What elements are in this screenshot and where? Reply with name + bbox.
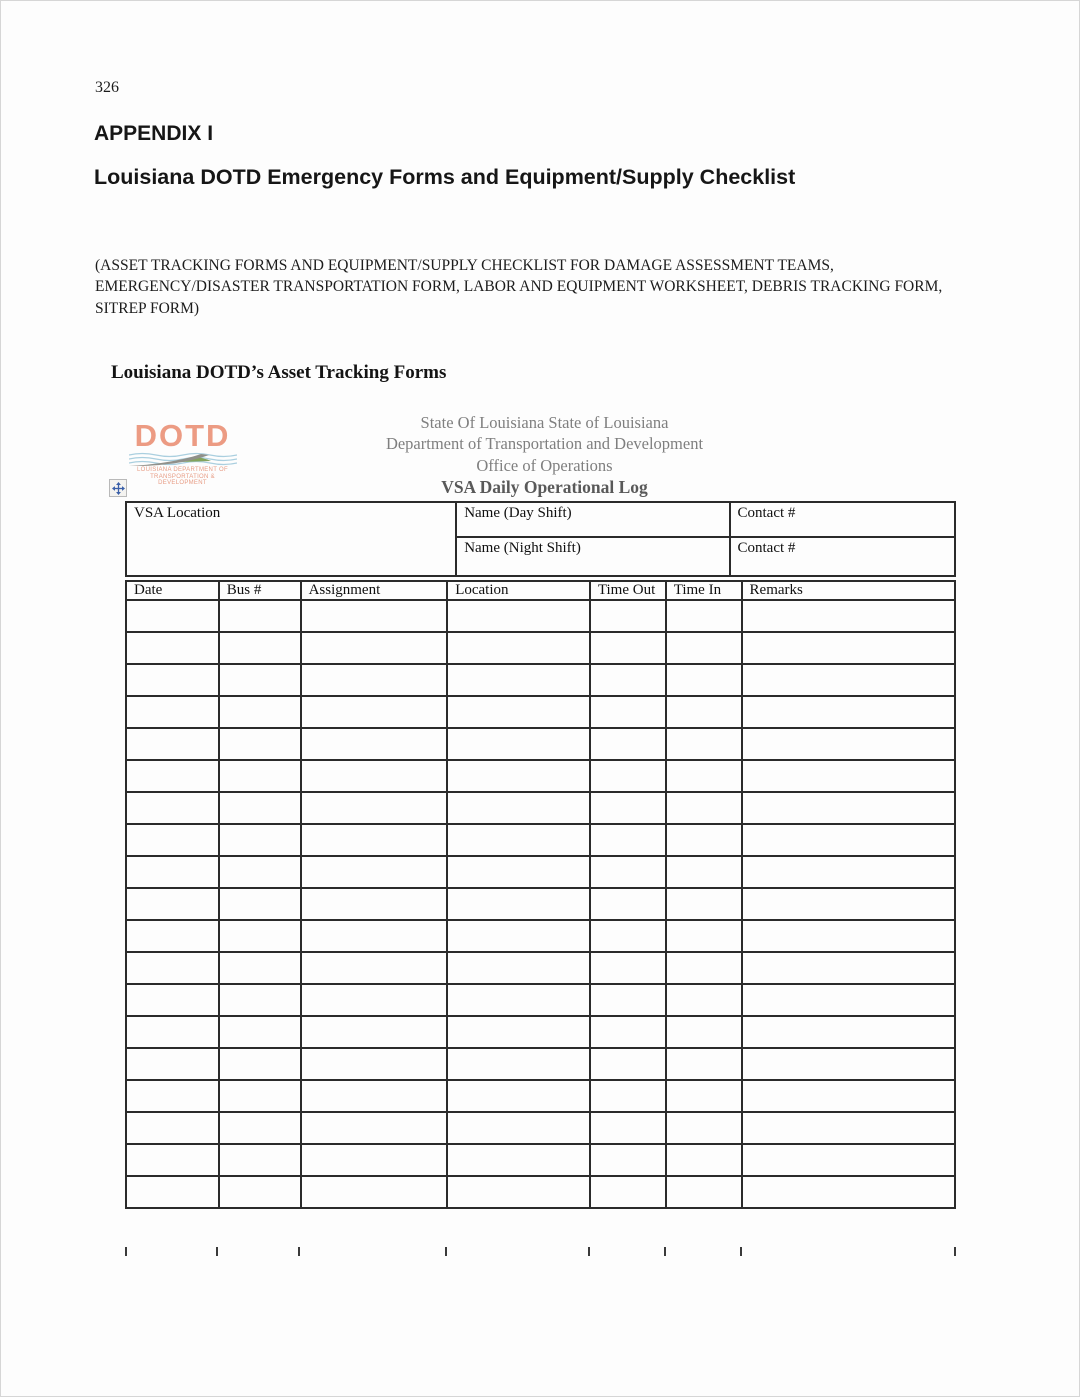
log-empty-cell [666, 760, 742, 792]
name-night-cell [456, 537, 729, 576]
log-empty-cell [219, 1112, 301, 1144]
log-empty-cell [301, 1080, 448, 1112]
letterhead-line-1: State Of Louisiana State of Louisiana [420, 413, 669, 432]
log-empty-row [126, 824, 955, 856]
log-empty-cell [590, 1176, 666, 1208]
log-empty-cell [301, 1176, 448, 1208]
column-line-stub [740, 1247, 742, 1256]
log-empty-row [126, 1016, 955, 1048]
log-empty-cell [126, 1048, 219, 1080]
log-empty-row [126, 792, 955, 824]
column-line-stub [125, 1247, 127, 1256]
form-info-table [125, 501, 956, 577]
contact-day-cell [730, 502, 956, 537]
log-empty-cell [447, 696, 590, 728]
log-empty-cell [666, 920, 742, 952]
log-empty-cell [742, 632, 955, 664]
log-empty-cell [666, 696, 742, 728]
log-empty-cell [219, 760, 301, 792]
log-empty-cell [126, 792, 219, 824]
log-empty-cell [590, 760, 666, 792]
intro-paragraph: (ASSET TRACKING FORMS AND EQUIPMENT/SUPPLY CHECKLIST FOR DAMAGE ASSESSMENT TEAMS, EMERGENCY/DISASTER TRANSPORTATION FORM, LABOR AND EQUIPMENT WORKSHEET, DEBRIS TRACKING FORM, SITREP FORM) [95, 257, 943, 317]
log-empty-cell [126, 600, 219, 632]
page-number: 326 [95, 79, 119, 96]
log-empty-cell [301, 1048, 448, 1080]
log-empty-row [126, 952, 955, 984]
info-row-day [126, 502, 955, 537]
log-empty-cell [742, 792, 955, 824]
log-empty-cell [666, 792, 742, 824]
column-header-time-in: Time In [666, 581, 742, 600]
log-empty-cell [126, 856, 219, 888]
log-empty-cell [301, 888, 448, 920]
log-empty-cell [219, 920, 301, 952]
log-empty-cell [590, 664, 666, 696]
log-empty-cell [742, 696, 955, 728]
log-empty-cell [219, 888, 301, 920]
log-empty-cell [447, 888, 590, 920]
log-empty-cell [742, 920, 955, 952]
name-day-cell [456, 502, 729, 537]
log-empty-cell [126, 760, 219, 792]
log-empty-row [126, 984, 955, 1016]
log-empty-cell [126, 632, 219, 664]
log-empty-cell [666, 1112, 742, 1144]
column-header-date: Date [126, 581, 219, 600]
column-header-assignment: Assignment [301, 581, 448, 600]
table-move-handle[interactable] [109, 479, 127, 497]
column-header-time-out: Time Out [590, 581, 666, 600]
log-empty-cell [666, 888, 742, 920]
log-empty-row [126, 664, 955, 696]
form-title: VSA Daily Operational Log [441, 477, 648, 498]
log-empty-cell [219, 696, 301, 728]
log-empty-cell [447, 1112, 590, 1144]
log-empty-cell [590, 984, 666, 1016]
log-empty-cell [666, 952, 742, 984]
log-empty-cell [447, 1176, 590, 1208]
log-empty-cell [590, 728, 666, 760]
log-empty-cell [742, 1016, 955, 1048]
log-empty-row [126, 728, 955, 760]
log-empty-cell [219, 1016, 301, 1048]
log-empty-cell [447, 760, 590, 792]
log-empty-row [126, 632, 955, 664]
log-empty-row [126, 856, 955, 888]
log-empty-cell [219, 600, 301, 632]
log-empty-cell [126, 920, 219, 952]
log-empty-cell [219, 1048, 301, 1080]
log-empty-cell [301, 696, 448, 728]
log-empty-cell [447, 792, 590, 824]
log-empty-cell [590, 792, 666, 824]
log-empty-row [126, 1176, 955, 1208]
log-empty-cell [126, 1080, 219, 1112]
log-empty-cell [219, 824, 301, 856]
log-empty-cell [126, 952, 219, 984]
log-empty-cell [590, 1080, 666, 1112]
dotd-logo-wordmark: DOTD [134, 418, 231, 453]
column-line-stub [588, 1247, 590, 1256]
log-empty-cell [219, 792, 301, 824]
log-empty-cell [742, 856, 955, 888]
document-title: Louisiana DOTD Emergency Forms and Equipment/Supply Checklist [94, 165, 796, 189]
log-empty-cell [590, 952, 666, 984]
log-empty-cell [301, 632, 448, 664]
log-empty-cell [126, 1176, 219, 1208]
log-empty-cell [301, 600, 448, 632]
log-empty-cell [301, 728, 448, 760]
log-empty-cell [666, 984, 742, 1016]
log-empty-cell [219, 1080, 301, 1112]
log-empty-cell [666, 1080, 742, 1112]
log-empty-cell [447, 1048, 590, 1080]
log-empty-cell [301, 792, 448, 824]
log-empty-row [126, 600, 955, 632]
log-empty-cell [590, 920, 666, 952]
log-empty-cell [590, 1144, 666, 1176]
column-line-stub [954, 1247, 956, 1256]
log-empty-row [126, 760, 955, 792]
log-empty-cell [447, 600, 590, 632]
log-empty-cell [590, 856, 666, 888]
column-line-stub [664, 1247, 666, 1256]
log-empty-cell [590, 888, 666, 920]
log-empty-cell [666, 664, 742, 696]
log-empty-cell [219, 632, 301, 664]
log-empty-cell [447, 856, 590, 888]
log-empty-cell [126, 984, 219, 1016]
log-empty-cell [666, 1016, 742, 1048]
log-empty-cell [126, 888, 219, 920]
log-empty-row [126, 696, 955, 728]
log-empty-cell [301, 664, 448, 696]
appendix-heading: APPENDIX I [94, 122, 214, 145]
log-empty-cell [219, 728, 301, 760]
log-empty-cell [447, 952, 590, 984]
log-empty-cell [666, 600, 742, 632]
contact-day-label: Contact # [737, 505, 796, 521]
move-cross-icon [112, 482, 125, 495]
log-empty-cell [666, 856, 742, 888]
log-empty-row [126, 1048, 955, 1080]
log-empty-row [126, 920, 955, 952]
name-day-label: Name (Day Shift) [464, 505, 572, 521]
log-empty-cell [742, 952, 955, 984]
log-empty-cell [447, 984, 590, 1016]
log-empty-cell [219, 984, 301, 1016]
log-empty-cell [447, 728, 590, 760]
log-empty-cell [126, 1112, 219, 1144]
log-empty-cell [742, 1112, 955, 1144]
letterhead-line-3: Office of Operations [476, 455, 613, 475]
log-empty-cell [126, 696, 219, 728]
log-empty-cell [126, 728, 219, 760]
log-empty-cell [590, 1048, 666, 1080]
contact-night-cell [730, 537, 956, 576]
log-empty-cell [742, 984, 955, 1016]
log-empty-cell [742, 1048, 955, 1080]
log-empty-cell [219, 1144, 301, 1176]
log-empty-cell [590, 696, 666, 728]
log-empty-cell [447, 824, 590, 856]
log-empty-cell [301, 856, 448, 888]
log-empty-cell [742, 1176, 955, 1208]
log-empty-cell [666, 1048, 742, 1080]
log-empty-cell [666, 824, 742, 856]
log-empty-cell [742, 824, 955, 856]
log-empty-cell [219, 664, 301, 696]
log-empty-cell [447, 1144, 590, 1176]
form-letterhead [128, 412, 961, 498]
log-empty-cell [301, 1144, 448, 1176]
log-empty-cell [126, 1016, 219, 1048]
log-header-row [126, 581, 955, 600]
log-empty-cell [742, 760, 955, 792]
section-heading: Louisiana DOTD’s Asset Tracking Forms [111, 362, 447, 383]
log-empty-cell [666, 728, 742, 760]
log-empty-cell [742, 1144, 955, 1176]
log-empty-cell [301, 920, 448, 952]
log-empty-cell [666, 632, 742, 664]
log-empty-row [126, 1080, 955, 1112]
logo-caption-line1: LOUISIANA DEPARTMENT OF [137, 467, 228, 473]
column-line-stub [445, 1247, 447, 1256]
log-empty-cell [666, 1176, 742, 1208]
log-empty-cell [447, 1080, 590, 1112]
log-empty-cell [219, 856, 301, 888]
log-empty-cell [301, 760, 448, 792]
logo-caption-line2: TRANSPORTATION & DEVELOPMENT [150, 473, 215, 486]
log-empty-cell [219, 952, 301, 984]
log-empty-cell [590, 632, 666, 664]
column-header-bus: Bus # [219, 581, 301, 600]
log-empty-cell [301, 952, 448, 984]
column-line-stub [216, 1247, 218, 1256]
column-header-location: Location [447, 581, 590, 600]
log-empty-cell [590, 824, 666, 856]
log-empty-cell [301, 984, 448, 1016]
log-empty-row [126, 1144, 955, 1176]
contact-night-label: Contact # [737, 540, 796, 556]
log-empty-cell [742, 888, 955, 920]
log-empty-cell [301, 824, 448, 856]
column-line-stub [298, 1247, 300, 1256]
log-empty-cell [126, 824, 219, 856]
vsa-location-label: VSA Location [134, 505, 221, 521]
log-empty-cell [742, 664, 955, 696]
log-empty-cell [126, 664, 219, 696]
log-empty-row [126, 888, 955, 920]
log-empty-row [126, 1112, 955, 1144]
log-empty-cell [447, 920, 590, 952]
log-empty-cell [742, 728, 955, 760]
log-empty-cell [447, 632, 590, 664]
log-empty-cell [219, 1176, 301, 1208]
log-empty-cell [126, 1144, 219, 1176]
log-empty-cell [447, 1016, 590, 1048]
log-table-body [126, 600, 955, 1208]
letterhead-line-2: Department of Transportation and Development [385, 434, 704, 454]
log-empty-cell [742, 1080, 955, 1112]
log-empty-cell [742, 600, 955, 632]
log-empty-cell [590, 600, 666, 632]
column-header-remarks: Remarks [742, 581, 955, 600]
name-night-label: Name (Night Shift) [464, 540, 581, 556]
log-empty-cell [301, 1112, 448, 1144]
log-empty-cell [447, 664, 590, 696]
vsa-location-cell [126, 502, 456, 576]
log-empty-cell [666, 1144, 742, 1176]
log-empty-cell [590, 1016, 666, 1048]
daily-log-table [125, 580, 956, 1209]
log-empty-cell [590, 1112, 666, 1144]
log-empty-cell [301, 1016, 448, 1048]
